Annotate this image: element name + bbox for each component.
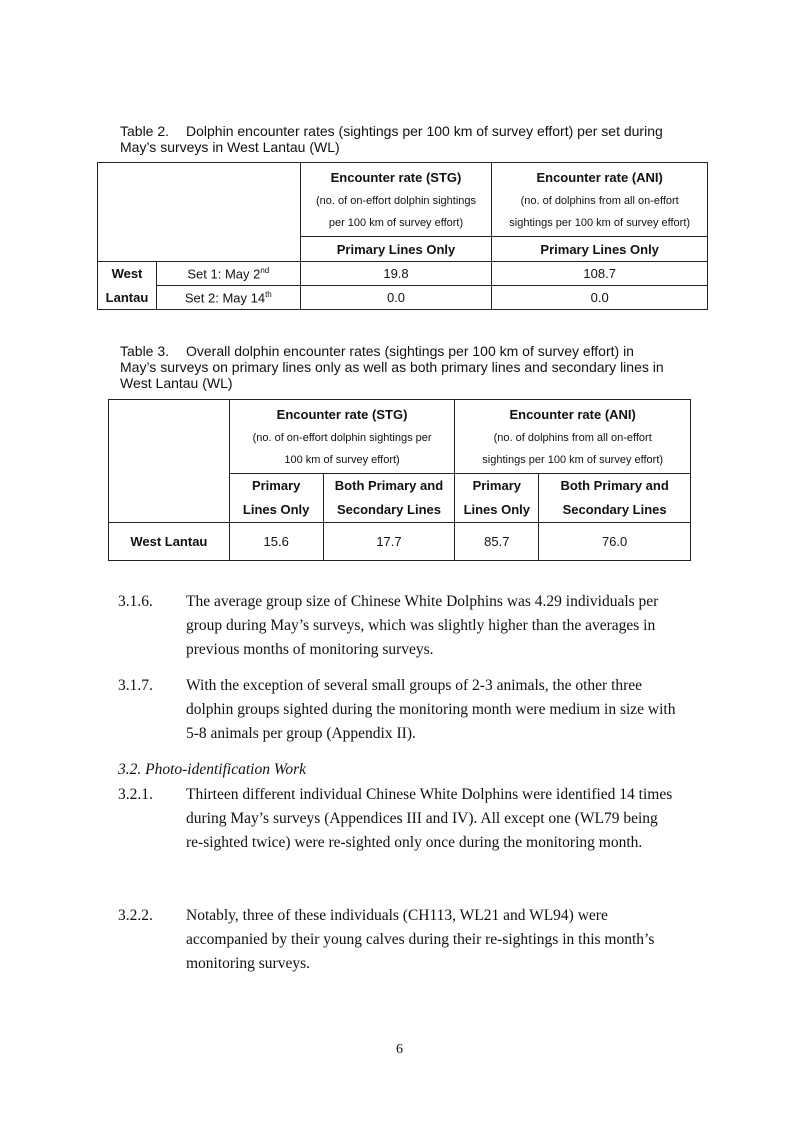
table2-area-lantau: Lantau (98, 286, 157, 310)
table3-row-label: West Lantau (109, 523, 230, 561)
table3-caption-number: Table 3. (120, 343, 170, 359)
paragraph-number: 3.1.7. (118, 677, 153, 694)
table3-ani-header: Encounter rate (ANI) (509, 406, 636, 422)
table3-col-stg-both (323, 474, 455, 523)
table3-col-ani-primary-l1: Primary (472, 478, 521, 493)
table3-col-ani-primary (455, 474, 539, 523)
paragraph-text: With the exception of several small groups of 2-3 animals, the other three dolphin groups sighted during the monitoring month were medium in size with 5-8 animals per group (Appendix II). (186, 677, 676, 742)
table2-row1-set (156, 262, 300, 286)
table3-caption (120, 343, 720, 391)
table3-stg-sub1: (no. of on-effort dolphin sightings per (252, 431, 432, 444)
table2 (97, 162, 708, 310)
paragraph-number: 3.2.1. (118, 786, 153, 803)
table3-ani-sub1: (no. of dolphins from all on-effort (493, 431, 652, 444)
table2-stg-header: Encounter rate (STG) (330, 169, 462, 185)
table3-col-stg-primary-l2: Lines Only (242, 502, 310, 517)
table2-row2-ani: 0.0 (492, 286, 708, 310)
table2-caption (120, 123, 720, 155)
table3-col-ani-both-l1: Both Primary and (560, 478, 669, 493)
table3-stg-header-cell (229, 400, 455, 474)
table3-col-ani-both (539, 474, 691, 523)
table3-ani-header-cell (455, 400, 691, 474)
table3-col-stg-primary-l1: Primary (251, 478, 301, 493)
table3-empty-corner (109, 400, 230, 523)
page-number: 6 (396, 1042, 403, 1057)
table2-ani-sub2: sightings per 100 km of survey effort) (509, 216, 691, 229)
table3-ani-sub2: sightings per 100 km of survey effort) (482, 453, 664, 466)
paragraph-3-1-7 (118, 674, 678, 749)
table3-val-stg-primary: 15.6 (229, 523, 323, 561)
table3-col-stg-both-l1: Both Primary and (334, 478, 444, 493)
table2-empty-corner (98, 163, 301, 262)
table3-col-stg-both-l2: Secondary Lines (336, 502, 441, 517)
table2-caption-line2: May’s surveys in West Lantau (WL) (120, 139, 340, 155)
table2-stg-sub2: per 100 km of survey effort) (328, 216, 464, 229)
table2-primary-stg: Primary Lines Only (300, 237, 492, 262)
table2-ani-header-cell (492, 163, 708, 237)
table2-row2-set-text: Set 2: May 14 (184, 290, 266, 306)
table3-col-stg-primary (229, 474, 323, 523)
paragraph-3-1-6 (118, 590, 678, 665)
table2-caption-number: Table 2. (120, 123, 170, 139)
table2-area-west: West (98, 262, 157, 286)
table3-val-ani-both: 76.0 (539, 523, 691, 561)
table3-col-ani-both-l2: Secondary Lines (562, 502, 667, 517)
table3-val-stg-both: 17.7 (323, 523, 455, 561)
table2-stg-sub1: (no. of on-effort dolphin sightings (315, 194, 476, 207)
table3-stg-header: Encounter rate (STG) (276, 406, 408, 422)
section-heading: 3.2. Photo-identification Work (118, 761, 306, 778)
table2-row1-set-sup: nd (260, 265, 270, 275)
paragraph-number: 3.2.2. (118, 907, 153, 924)
table2-stg-header-cell (300, 163, 492, 237)
paragraph-text: The average group size of Chinese White Dolphins was 4.29 individuals per group during May’s surveys, which was slightly higher than the averages in previous months of monitoring surveys. (186, 593, 659, 658)
table2-row1-ani: 108.7 (492, 262, 708, 286)
paragraph-number: 3.1.6. (118, 593, 153, 610)
table2-row2-stg: 0.0 (300, 286, 492, 310)
table3-val-ani-primary: 85.7 (455, 523, 539, 561)
table2-ani-header: Encounter rate (ANI) (536, 169, 663, 185)
paragraph-text: Notably, three of these individuals (CH113, WL21 and WL94) were accompanied by their young calves during their re-sightings in this month’s monitoring surveys. (186, 907, 655, 972)
table3-caption-line3: West Lantau (WL) (120, 375, 233, 391)
table3-col-ani-primary-l2: Lines Only (463, 502, 531, 517)
paragraph-3-2-1 (118, 783, 678, 883)
table3 (108, 399, 691, 561)
table2-row2-set (156, 286, 300, 310)
table3-caption-text: Overall dolphin encounter rates (sightings per 100 km of survey effort) in (186, 343, 634, 359)
table2-row1-set-text: Set 1: May 2 (187, 266, 261, 282)
table2-ani-sub1: (no. of dolphins from all on-effort (520, 194, 679, 207)
table2-row2-set-sup: th (265, 289, 272, 299)
table3-caption-line2: May’s surveys on primary lines only as well as both primary lines and secondary lines in (120, 359, 664, 375)
table2-row1-stg: 19.8 (300, 262, 492, 286)
paragraph-text: Thirteen different individual Chinese White Dolphins were identified 14 times during May’s surveys (Appendices III and IV). All except one (WL79 being re-sighted twice) were re-sighted only once during the monitoring month. (186, 786, 673, 851)
table2-caption-text: Dolphin encounter rates (sightings per 100 km of survey effort) per set during (186, 123, 663, 139)
paragraph-3-2-2 (118, 904, 678, 979)
table3-stg-sub2: 100 km of survey effort) (284, 453, 400, 466)
table2-primary-ani: Primary Lines Only (492, 237, 708, 262)
